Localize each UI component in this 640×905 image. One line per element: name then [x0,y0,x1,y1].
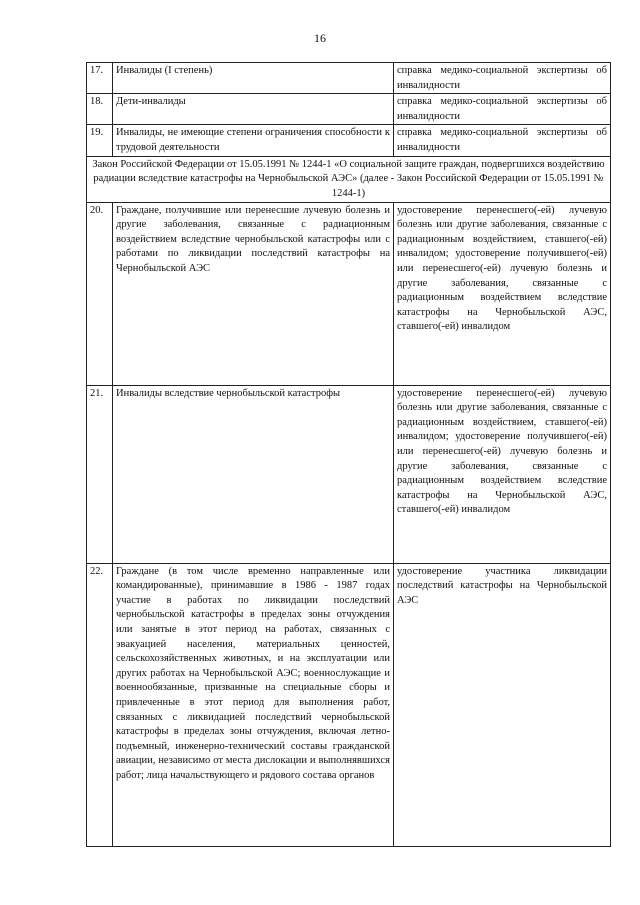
category-cell: Инвалиды, не имеющие степени ограничения способности к трудовой деятельности [113,125,394,156]
category-cell: Граждане (в том числе временно направленные или командированные), принимавшие в 1986 - 1987 годах участие в работах по ликвидации последствий чернобыльской катастрофы в пределах зоны отчуждения или занятые в этот период на работах, связанных с эвакуацией населения, материальных ценностей, сельскохозяйственных животных, и на эксплуатации или других работах на Чернобыльской АЭС; военнослужащие и военнообязанные, призванные на специальные сборы и привлеченные в этот период для выполнения работ, связанных с ликвидацией последствий чернобыльской катастрофы в пределах зоны отчуждения, включая летно-подъемный, инженерно-технический составы гражданской авиации, независимо от места дислокации и выполнявшихся работ; лица начальствующего и рядового состава органов [113,563,394,846]
table-row [87,563,611,846]
document-cell: удостоверение перенесшего(-ей) лучевую болезнь или другие заболевания, связанные с радиационным воздействием, ставшего(-ей) инвалидом; удостоверение получившего(-ей) или перенесшего(-ей) лучевую болезнь и другие заболевания, связанные с радиационным воздействием вследствие катастрофы на Чернобыльской АЭС, ставшего(-ей) инвалидом [394,202,611,385]
row-number: 22. [87,563,113,846]
table-row [87,63,611,94]
category-cell: Граждане, получившие или перенесшие лучевую болезнь и другие заболевания, связанные с радиационным воздействием вследствие чернобыльской катастрофы или с работами по ликвидации последствий катастрофы на Чернобыльской АЭС [113,202,394,385]
document-cell: удостоверение перенесшего(-ей) лучевую болезнь или другие заболевания, связанные с радиационным воздействием, ставшего(-ей) инвалидом; удостоверение получившего(-ей) или перенесшего(-ей) лучевую болезнь и другие заболевания, связанные с радиационным воздействием вследствие катастрофы на Чернобыльской АЭС, ставшего(-ей) инвалидом [394,385,611,563]
row-number: 17. [87,63,113,94]
table-row [87,202,611,385]
law-heading: Закон Российской Федерации от 15.05.1991 № 1244-1 «О социальной защите граждан, подвергшихся воздействию радиации вследствие катастрофы на Чернобыльской АЭС» (далее - Закон Российской Федерации от 15.05.1991 № 1244-1) [87,156,611,202]
table-row [87,125,611,156]
document-cell: удостоверение участника ликвидации последствий катастрофы на Чернобыльской АЭС [394,563,611,846]
category-cell: Дети-инвалиды [113,94,394,125]
category-cell: Инвалиды (I степень) [113,63,394,94]
document-cell: справка медико-социальной экспертизы об инвалидности [394,63,611,94]
benefits-table [86,62,611,847]
table-row [87,385,611,563]
document-cell: справка медико-социальной экспертизы об инвалидности [394,125,611,156]
row-number: 21. [87,385,113,563]
page-number: 16 [314,31,326,45]
table-row [87,94,611,125]
row-number: 19. [87,125,113,156]
law-heading-row [87,156,611,202]
row-number: 20. [87,202,113,385]
category-cell: Инвалиды вследствие чернобыльской катастрофы [113,385,394,563]
row-number: 18. [87,94,113,125]
document-cell: справка медико-социальной экспертизы об инвалидности [394,94,611,125]
